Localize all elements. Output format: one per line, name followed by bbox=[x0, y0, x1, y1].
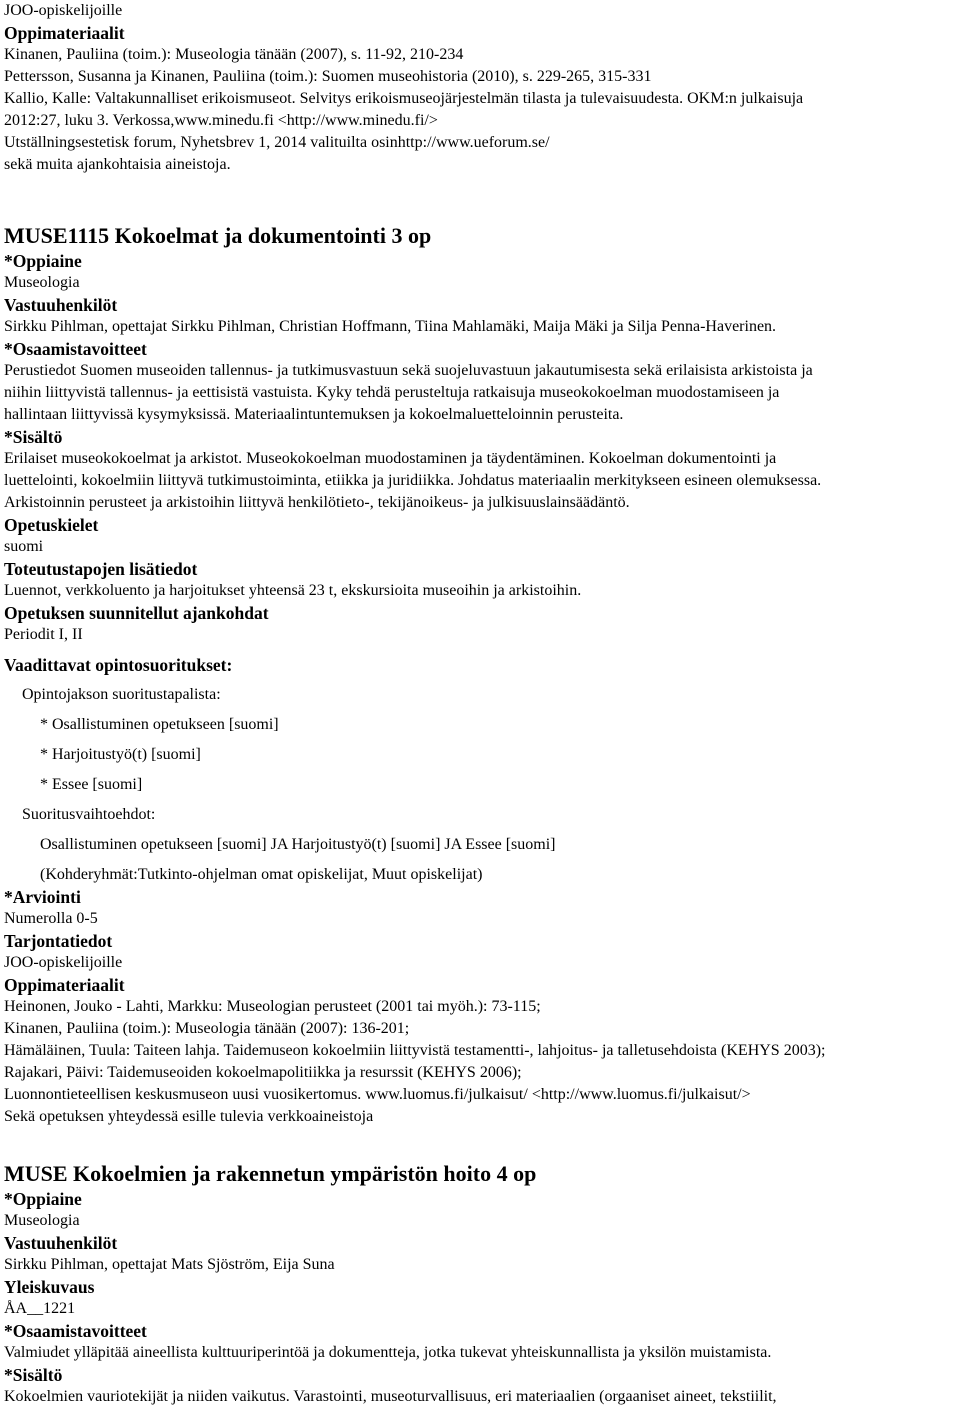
vastuuhenkilot-value: Sirkku Pihlman, opettajat Sirkku Pihlman, Christian Hoffmann, Tiina Mahlamäki, Maija Mäki ja Silja Penna-Haverinen. bbox=[4, 318, 777, 335]
toteutus-heading: Toteutustapojen lisätiedot bbox=[4, 559, 198, 579]
osaamistavoitteet-line: Perustiedot Suomen museoiden tallennus- ja tutkimusvastuun sekä suojeluvastuun jakautumisesta sekä erilaisista arkistoista ja bbox=[4, 362, 813, 379]
course-muse1115 bbox=[4, 222, 956, 1128]
ajankohdat-heading: Opetuksen suunnitellut ajankohdat bbox=[4, 603, 269, 623]
osaamistavoitteet-line: niihin liittyvistä tallennus- ja eettisistä vastuista. Kyky tehdä perusteltuja ratkaisuja museokokoelman muodostamiseen ja bbox=[4, 384, 780, 401]
suoritustapa-item: * Essee [suomi] bbox=[40, 776, 143, 793]
suoritustapalista-label: Opintojakson suoritustapalista: bbox=[22, 686, 221, 703]
oppiaine-heading: *Oppiaine bbox=[4, 251, 82, 271]
top-material-line: sekä muita ajankohtaisia aineistoja. bbox=[4, 156, 231, 173]
osaamistavoitteet-heading: *Osaamistavoitteet bbox=[4, 1321, 147, 1341]
oppimateriaali-line: Hämäläinen, Tuula: Taiteen lahja. Taidemuseon kokoelmiin liittyvistä testamentti-, lahjoitus- ja talletusehdoista (KEHYS 2003); bbox=[4, 1042, 826, 1059]
top-oppimateriaalit-heading: Oppimateriaalit bbox=[4, 23, 125, 43]
oppimateriaali-line: Kinanen, Pauliina (toim.): Museologia tänään (2007): 136-201; bbox=[4, 1020, 410, 1037]
oppiaine-value: Museologia bbox=[4, 274, 80, 291]
tarjontatiedot-heading: Tarjontatiedot bbox=[4, 931, 113, 951]
suoritustapa-item: * Harjoitustyö(t) [suomi] bbox=[40, 746, 201, 763]
osaamistavoitteet-line: hallintaan liittyvissä kysymyksissä. Materiaalintuntemuksen ja kokoelmaluetteloinnin perusteita. bbox=[4, 406, 624, 423]
top-material-line: Kallio, Kalle: Valtakunnalliset erikoismuseot. Selvitys erikoismuseojärjestelmän tilasta ja tulevaisuudesta. OKM:n julkaisuja bbox=[4, 90, 804, 107]
top-joo-label: JOO-opiskelijoille bbox=[4, 2, 123, 19]
opetuskielet-heading: Opetuskielet bbox=[4, 515, 99, 535]
opetuskielet-value: suomi bbox=[4, 538, 44, 555]
vaadittavat-heading: Vaadittavat opintosuoritukset: bbox=[4, 655, 233, 675]
oppiaine-value: Museologia bbox=[4, 1212, 80, 1229]
oppimateriaali-line: Luonnontieteellisen keskusmuseon uusi vuosikertomus. www.luomus.fi/julkaisut/ <http://www.luomus.fi/julkaisut/> bbox=[4, 1086, 751, 1103]
sisalto-line: Arkistoinnin perusteet ja arkistoihin liittyvä henkilötieto-, tekijänoikeus- ja julkisuuslainsäädäntö. bbox=[4, 494, 630, 511]
osaamistavoitteet-line: Valmiudet ylläpitää aineellista kulttuuriperintöä ja dokumentteja, jotka tukevat yhteiskunnallista ja yksilön muistamista. bbox=[4, 1344, 772, 1361]
vastuuhenkilot-heading: Vastuuhenkilöt bbox=[4, 1233, 118, 1253]
sisalto-line: Erilaiset museokokoelmat ja arkistot. Museokokoelman muodostaminen ja täydentäminen. Kokoelman dokumentointi ja bbox=[4, 450, 777, 467]
top-section bbox=[4, 0, 956, 176]
suoritusvaihtoehto-item: Osallistuminen opetukseen [suomi] JA Harjoitustyö(t) [suomi] JA Essee [suomi] bbox=[40, 836, 556, 853]
suoritusvaihtoehdot-label: Suoritusvaihtoehdot: bbox=[22, 806, 156, 823]
oppimateriaali-line: Heinonen, Jouko - Lahti, Markku: Museologian perusteet (2001 tai myöh.): 73-115; bbox=[4, 998, 541, 1015]
kohderyhmat-text: (Kohderyhmät:Tutkinto-ohjelman omat opiskelijat, Muut opiskelijat) bbox=[40, 866, 483, 883]
arviointi-value: Numerolla 0-5 bbox=[4, 910, 98, 927]
sisalto-line: luettelointi, kokoelmiin liittyvä tutkimustoiminta, etiikka ja juridiikka. Johdatus materiaalin merkitykseen esineen olemuksessa. bbox=[4, 472, 822, 489]
oppiaine-heading: *Oppiaine bbox=[4, 1189, 82, 1209]
oppimateriaalit-heading: Oppimateriaalit bbox=[4, 975, 125, 995]
sisalto-heading: *Sisältö bbox=[4, 1365, 63, 1385]
sisalto-line: Kokoelmien vauriotekijät ja niiden vaikutus. Varastointi, museoturvallisuus, eri materiaalien (orgaaniset aineet, tekstiilit, bbox=[4, 1388, 777, 1405]
course-title: MUSE1115 Kokoelmat ja dokumentointi 3 op bbox=[4, 223, 432, 248]
suoritustapa-item: * Osallistuminen opetukseen [suomi] bbox=[40, 716, 279, 733]
arviointi-heading: *Arviointi bbox=[4, 887, 81, 907]
top-material-line: Pettersson, Susanna ja Kinanen, Pauliina (toim.): Suomen museohistoria (2010), s. 229-265, 315-331 bbox=[4, 68, 652, 85]
oppimateriaali-line: Rajakari, Päivi: Taidemuseoiden kokoelmapolitiikka ja resurssit (KEHYS 2006); bbox=[4, 1064, 522, 1081]
tarjontatiedot-value: JOO-opiskelijoille bbox=[4, 954, 123, 971]
top-material-line: Utställningsestetisk forum, Nyhetsbrev 1, 2014 valituilta osinhttp://www.ueforum.se/ bbox=[4, 134, 550, 151]
oppimateriaali-line: Sekä opetuksen yhteydessä esille tulevia verkkoaineistoja bbox=[4, 1108, 374, 1125]
vastuuhenkilot-heading: Vastuuhenkilöt bbox=[4, 295, 118, 315]
vastuuhenkilot-value: Sirkku Pihlman, opettajat Mats Sjöström, Eija Suna bbox=[4, 1256, 335, 1273]
osaamistavoitteet-heading: *Osaamistavoitteet bbox=[4, 339, 147, 359]
ajankohdat-value: Periodit I, II bbox=[4, 626, 83, 643]
course-title: MUSE Kokoelmien ja rakennetun ympäristön hoito 4 op bbox=[4, 1161, 537, 1186]
toteutus-value: Luennot, verkkoluento ja harjoitukset yhteensä 23 t, ekskursioita museoihin ja arkistoihin. bbox=[4, 582, 582, 599]
yleiskuvaus-value: ÅA__1221 bbox=[4, 1300, 76, 1317]
top-material-line: 2012:27, luku 3. Verkossa,www.minedu.fi <http://www.minedu.fi/> bbox=[4, 112, 438, 129]
sisalto-heading: *Sisältö bbox=[4, 427, 63, 447]
course-muse-kokoelmien-hoito bbox=[4, 1160, 956, 1408]
top-material-line: Kinanen, Pauliina (toim.): Museologia tänään (2007), s. 11-92, 210-234 bbox=[4, 46, 464, 63]
yleiskuvaus-heading: Yleiskuvaus bbox=[4, 1277, 95, 1297]
